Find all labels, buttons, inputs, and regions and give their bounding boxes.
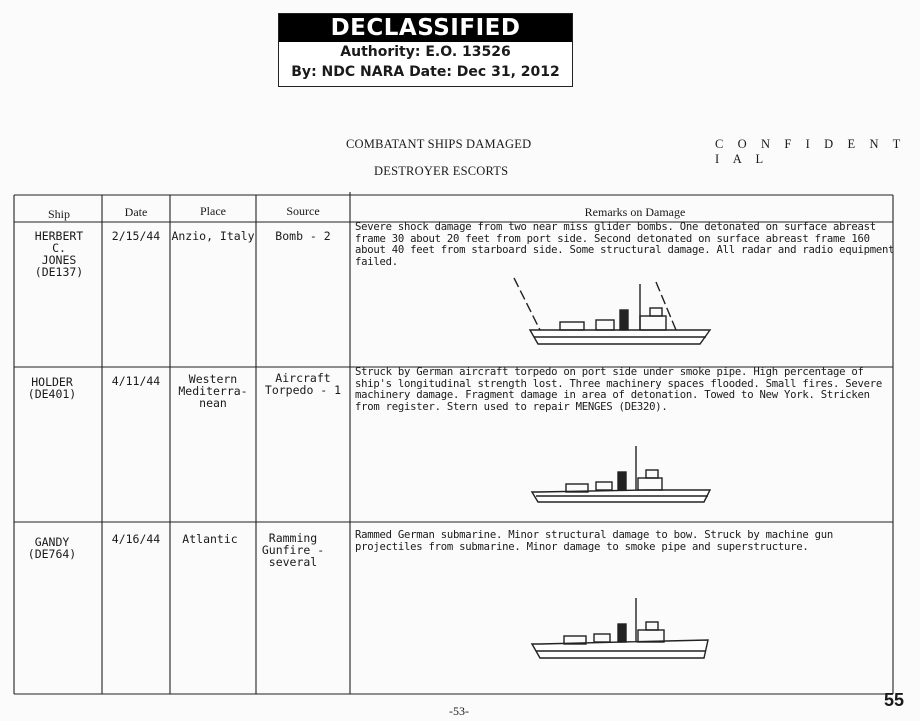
header-date: Date bbox=[124, 205, 148, 219]
ship-name-line: HOLDER bbox=[31, 375, 73, 389]
header-ship: Ship bbox=[47, 207, 70, 221]
table-row-2-date: 4/11/44 bbox=[111, 374, 161, 388]
place-line: Atlantic bbox=[182, 532, 238, 546]
table-row-1-ship bbox=[16, 230, 102, 278]
page-number: -53- bbox=[449, 704, 469, 718]
stamp-by-line: By: NDC NARA Date: Dec 31, 2012 bbox=[291, 64, 560, 80]
table-row-3-ship bbox=[16, 536, 88, 560]
table-row-3-source bbox=[256, 532, 330, 568]
ship-silhouette-herbert-c-jones bbox=[500, 276, 730, 358]
ship-silhouette-holder bbox=[526, 444, 716, 510]
table-row-3-place bbox=[170, 533, 250, 545]
page-title: COMBATANT SHIPS DAMAGED bbox=[346, 137, 532, 151]
source-line: Bomb - 2 bbox=[275, 229, 331, 243]
header-place: Place bbox=[200, 204, 226, 218]
source-line: Gunfire - bbox=[261, 543, 325, 557]
stamp-title: DECLASSIFIED bbox=[279, 14, 572, 42]
source-line: several bbox=[268, 555, 318, 569]
place-line: nean bbox=[199, 396, 227, 410]
table-row-3-date: 4/16/44 bbox=[111, 532, 161, 546]
ship-name-line: JONES bbox=[41, 253, 77, 267]
stamp-authority: Authority: E.O. 13526 bbox=[340, 44, 511, 60]
place-line: Anzio, Italy bbox=[171, 229, 255, 243]
table-row-1-source bbox=[256, 230, 350, 242]
ship-name-line: GANDY bbox=[34, 535, 70, 549]
table-row-3-remarks: Rammed German submarine. Minor structural damage to bow. Struck by machine gun projectiles from submarine. Minor damage to smoke pipe and superstructure. bbox=[355, 529, 833, 553]
ship-silhouette-gandy bbox=[528, 596, 712, 664]
table-row-2-place bbox=[170, 373, 256, 409]
ship-name-line: HERBERT bbox=[34, 229, 84, 243]
header-source: Source bbox=[286, 204, 320, 218]
place-line: Western bbox=[188, 372, 238, 386]
table-row-2-source bbox=[256, 372, 350, 396]
classification-mark: C O N F I D E N T I A L bbox=[715, 137, 906, 166]
table-row-1-place bbox=[170, 230, 256, 242]
source-line: Torpedo - 1 bbox=[264, 383, 342, 397]
source-line: Ramming bbox=[268, 531, 318, 545]
place-line: Mediterra- bbox=[178, 384, 248, 398]
table-row-1-remarks: Severe shock damage from two near miss glider bombs. One detonated on surface abreast frame 30 about 20 feet from port side. Second detonated on surface abreast frame 160 about 40 feet from starboard side. Some structural damage. All radar and radio equipment failed. bbox=[355, 221, 895, 268]
table-row-1-date: 2/15/44 bbox=[111, 229, 161, 243]
ship-hull-number: (DE764) bbox=[27, 547, 77, 561]
table-row-2-remarks: Struck by German aircraft torpedo on port side under smoke pipe. High percentage of ship's longitudinal strength lost. Three machinery spaces flooded. Small fires. Severe machinery damage. Fragment damage in area of detonation. Towed to New York. Stricken from register. Stern used to repair MENGES (DE320). bbox=[355, 366, 883, 413]
ship-hull-number: (DE137) bbox=[34, 265, 84, 279]
corner-page-number: 55 bbox=[884, 690, 905, 710]
header-remarks: Remarks on Damage bbox=[584, 205, 686, 219]
ship-hull-number: (DE401) bbox=[27, 387, 77, 401]
source-line: Aircraft bbox=[275, 371, 331, 385]
ship-name-line: C. bbox=[52, 241, 66, 255]
table-row-2-ship bbox=[16, 376, 88, 400]
page-subtitle: DESTROYER ESCORTS bbox=[374, 164, 509, 178]
